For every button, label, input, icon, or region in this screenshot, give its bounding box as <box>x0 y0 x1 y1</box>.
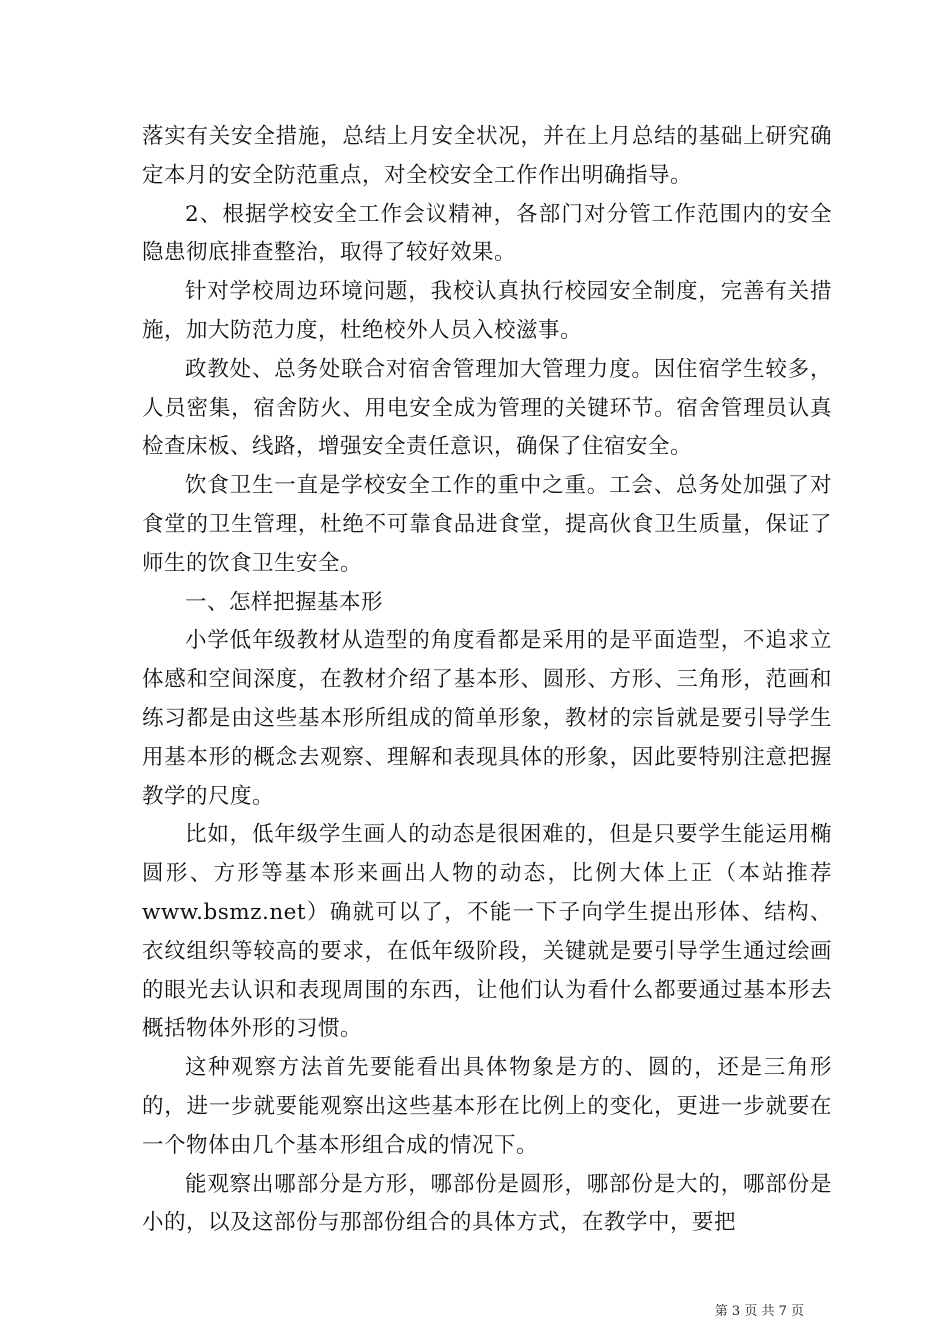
document-body <box>142 118 832 1243</box>
paragraph: 小学低年级教材从造型的角度看都是采用的是平面造型，不追求立体感和空间深度，在教材介绍了基本形、圆形、方形、三角形，范画和练习都是由这些基本形所组成的简单形象，教材的宗旨就是要引导学生用基本形的概念去观察、理解和表现具体的形象，因此要特别注意把握教学的尺度。 <box>142 628 832 809</box>
paragraph: 饮食卫生一直是学校安全工作的重中之重。工会、总务处加强了对食堂的卫生管理，杜绝不可靠食品进食堂，提高伙食卫生质量，保证了师生的饮食卫生安全。 <box>142 473 832 576</box>
paragraph: 政教处、总务处联合对宿舍管理加大管理力度。因住宿学生较多，人员密集，宿舍防火、用电安全成为管理的关键环节。宿舍管理员认真检查床板、线路，增强安全责任意识，确保了住宿安全。 <box>142 356 832 460</box>
section-heading: 一、怎样把握基本形 <box>185 589 384 615</box>
paragraph: 针对学校周边环境问题，我校认真执行校园安全制度，完善有关措施，加大防范力度，杜绝校外人员入校滋事。 <box>142 279 832 343</box>
paragraph: 这种观察方法首先要能看出具体物象是方的、圆的，还是三角形的，进一步就要能观察出这些基本形在比例上的变化，更进一步就要在一个物体由几个基本形组合成的情况下。 <box>142 1055 832 1158</box>
paragraph: 2、根据学校安全工作会议精神，各部门对分管工作范围内的安全隐患彻底排查整治，取得了较好效果。 <box>142 201 832 266</box>
paragraph: 比如，低年级学生画人的动态是很困难的，但是只要学生能运用椭圆形、方形等基本形来画出人物的动态，比例大体上正（本站推荐 www.bsmz.net）确就可以了，不能一下子向学生提出形体、结构、衣纹组织等较高的要求，在低年级阶段，关键就是要引导学生通过绘画的眼光去认识和表现周围的东西，让他们认为看什么都要通过基本形去概括物体外形的习惯。 <box>142 822 832 1042</box>
paragraph: 能观察出哪部分是方形，哪部份是圆形，哪部份是大的，哪部份是小的，以及这部份与那部份组合的具体方式，在教学中，要把 <box>142 1171 832 1236</box>
paragraph: 落实有关安全措施，总结上月安全状况，并在上月总结的基础上研究确定本月的安全防范重点，对全校安全工作作出明确指导。 <box>142 124 832 188</box>
page-number: 第 3 页 共 7 页 <box>714 1304 804 1319</box>
